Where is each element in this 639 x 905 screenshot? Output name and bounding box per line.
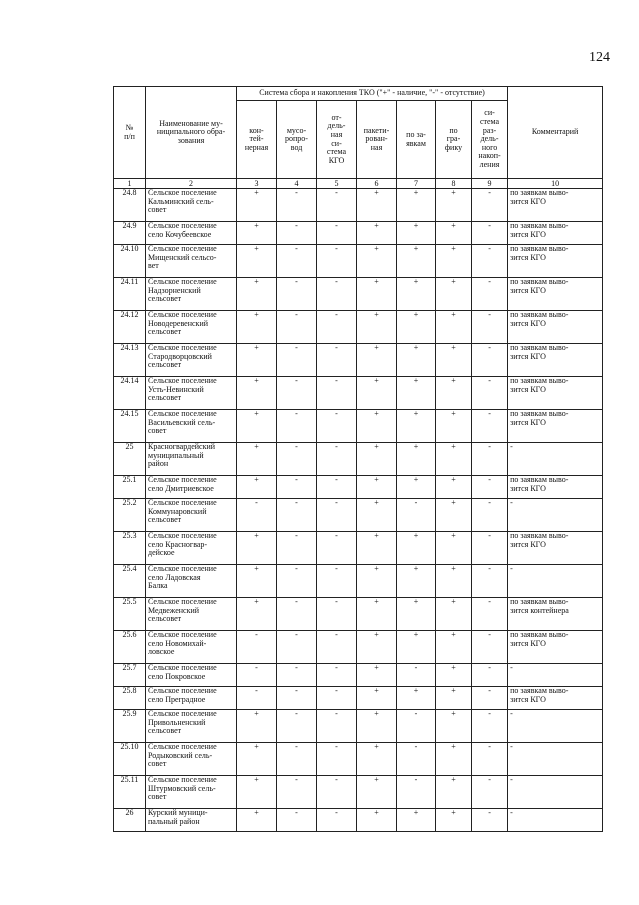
header-separate: си- стема раз- дель- ного накоп- ления	[472, 101, 508, 179]
presence-mark: -	[277, 245, 317, 278]
presence-mark: +	[397, 311, 436, 344]
presence-mark: -	[277, 222, 317, 245]
presence-mark: -	[397, 499, 436, 532]
presence-mark: +	[436, 743, 472, 776]
presence-mark: +	[436, 664, 472, 687]
municipality-name: Сельское поселение село Кочубеевское	[146, 222, 237, 245]
table-row	[114, 809, 603, 832]
presence-mark: +	[237, 809, 277, 832]
presence-mark: +	[397, 476, 436, 499]
row-number: 25	[114, 443, 146, 476]
row-number: 24.13	[114, 344, 146, 377]
presence-mark: -	[277, 687, 317, 710]
presence-mark: -	[472, 631, 508, 664]
presence-mark: -	[317, 710, 357, 743]
row-comment: по заявкам выво- зится КГО	[508, 344, 603, 377]
presence-mark: -	[397, 743, 436, 776]
row-number: 25.2	[114, 499, 146, 532]
table-row	[114, 344, 603, 377]
municipality-name: Сельское поселение Надзорненский сельсовет	[146, 278, 237, 311]
col-index: 4	[277, 179, 317, 189]
row-number: 25.7	[114, 664, 146, 687]
presence-mark: -	[237, 664, 277, 687]
presence-mark: +	[357, 664, 397, 687]
presence-mark: +	[357, 245, 397, 278]
presence-mark: +	[436, 687, 472, 710]
presence-mark: +	[436, 311, 472, 344]
header-comment: Комментарий	[508, 87, 603, 179]
presence-mark: -	[277, 377, 317, 410]
row-number: 25.9	[114, 710, 146, 743]
presence-mark: +	[397, 222, 436, 245]
presence-mark: +	[237, 565, 277, 598]
presence-mark: -	[472, 443, 508, 476]
municipality-name: Сельское поселение село Красногвар- дейское	[146, 532, 237, 565]
presence-mark: +	[397, 189, 436, 222]
column-index-row	[114, 179, 603, 189]
presence-mark: +	[237, 710, 277, 743]
municipality-name: Сельское поселение Мищенский сельсо- вет	[146, 245, 237, 278]
row-number: 25.4	[114, 565, 146, 598]
presence-mark: +	[357, 344, 397, 377]
presence-mark: +	[237, 311, 277, 344]
presence-mark: -	[472, 532, 508, 565]
col-index: 5	[317, 179, 357, 189]
presence-mark: -	[317, 245, 357, 278]
presence-mark: -	[317, 278, 357, 311]
municipality-name: Сельское поселение село Дмитриевское	[146, 476, 237, 499]
table-row	[114, 776, 603, 809]
presence-mark: +	[397, 598, 436, 631]
presence-mark: -	[472, 476, 508, 499]
presence-mark: -	[277, 664, 317, 687]
municipality-name: Курский муници- пальный район	[146, 809, 237, 832]
presence-mark: +	[237, 532, 277, 565]
presence-mark: +	[397, 245, 436, 278]
row-comment: -	[508, 710, 603, 743]
presence-mark: -	[472, 377, 508, 410]
row-comment: -	[508, 499, 603, 532]
presence-mark: +	[237, 476, 277, 499]
municipality-name: Сельское поселение Медвеженский сельсовет	[146, 598, 237, 631]
presence-mark: -	[472, 664, 508, 687]
col-index: 7	[397, 179, 436, 189]
presence-mark: +	[436, 476, 472, 499]
presence-mark: +	[436, 410, 472, 443]
row-comment: по заявкам выво- зится КГО	[508, 311, 603, 344]
presence-mark: +	[436, 776, 472, 809]
presence-mark: -	[397, 710, 436, 743]
presence-mark: +	[436, 278, 472, 311]
presence-mark: -	[277, 809, 317, 832]
presence-mark: -	[317, 189, 357, 222]
presence-mark: -	[277, 344, 317, 377]
presence-mark: +	[397, 687, 436, 710]
table-row	[114, 222, 603, 245]
presence-mark: -	[317, 598, 357, 631]
presence-mark: +	[357, 565, 397, 598]
presence-mark: +	[237, 344, 277, 377]
row-comment: -	[508, 809, 603, 832]
row-number: 25.5	[114, 598, 146, 631]
presence-mark: -	[472, 776, 508, 809]
row-comment: по заявкам выво- зится КГО	[508, 532, 603, 565]
presence-mark: +	[436, 532, 472, 565]
header-name: Наименование му- ниципального обра- зования	[146, 87, 237, 179]
presence-mark: +	[436, 377, 472, 410]
presence-mark: +	[357, 189, 397, 222]
presence-mark: +	[357, 278, 397, 311]
presence-mark: -	[237, 499, 277, 532]
presence-mark: -	[472, 743, 508, 776]
header-container: кон- тей- нерная	[237, 101, 277, 179]
header-num: № п/п	[114, 87, 146, 179]
row-number: 25.10	[114, 743, 146, 776]
presence-mark: +	[237, 410, 277, 443]
presence-mark: +	[237, 222, 277, 245]
presence-mark: +	[237, 743, 277, 776]
presence-mark: +	[436, 222, 472, 245]
header-group: Система сбора и накопления ТКО ("+" - наличие, "-" - отсутствие)	[237, 87, 508, 101]
row-number: 24.8	[114, 189, 146, 222]
table-row	[114, 687, 603, 710]
row-comment: по заявкам выво- зится контейнера	[508, 598, 603, 631]
presence-mark: +	[357, 311, 397, 344]
presence-mark: -	[277, 189, 317, 222]
presence-mark: -	[472, 565, 508, 598]
presence-mark: -	[277, 631, 317, 664]
municipality-name: Сельское поселение Стародворцовский сельсовет	[146, 344, 237, 377]
presence-mark: +	[397, 809, 436, 832]
table-row	[114, 377, 603, 410]
presence-mark: +	[397, 278, 436, 311]
presence-mark: -	[277, 710, 317, 743]
col-index: 6	[357, 179, 397, 189]
presence-mark: -	[277, 532, 317, 565]
page-number: 124	[589, 50, 610, 65]
table-row	[114, 189, 603, 222]
presence-mark: +	[357, 222, 397, 245]
presence-mark: -	[472, 598, 508, 631]
presence-mark: -	[277, 776, 317, 809]
row-comment: по заявкам выво- зится КГО	[508, 377, 603, 410]
municipality-name: Сельское поселение Родыковский сель- совет	[146, 743, 237, 776]
presence-mark: -	[472, 410, 508, 443]
presence-mark: +	[397, 410, 436, 443]
header-chute: мусо- ропро- вод	[277, 101, 317, 179]
table-row	[114, 532, 603, 565]
presence-mark: +	[237, 278, 277, 311]
presence-mark: -	[317, 476, 357, 499]
row-number: 25.3	[114, 532, 146, 565]
municipality-name: Сельское поселение Новодеревенский сельсовет	[146, 311, 237, 344]
presence-mark: -	[237, 687, 277, 710]
presence-mark: +	[357, 443, 397, 476]
row-comment: -	[508, 743, 603, 776]
row-number: 26	[114, 809, 146, 832]
row-number: 24.11	[114, 278, 146, 311]
presence-mark: -	[277, 278, 317, 311]
presence-mark: -	[317, 443, 357, 476]
presence-mark: +	[357, 499, 397, 532]
presence-mark: +	[237, 443, 277, 476]
row-comment: по заявкам выво- зится КГО	[508, 476, 603, 499]
presence-mark: -	[317, 776, 357, 809]
presence-mark: -	[317, 631, 357, 664]
presence-mark: -	[277, 443, 317, 476]
municipality-name: Красногвардейский муниципальный район	[146, 443, 237, 476]
presence-mark: +	[357, 532, 397, 565]
row-comment: -	[508, 664, 603, 687]
presence-mark: +	[357, 631, 397, 664]
col-index: 8	[436, 179, 472, 189]
presence-mark: +	[436, 565, 472, 598]
presence-mark: +	[357, 809, 397, 832]
presence-mark: -	[277, 565, 317, 598]
table-row	[114, 311, 603, 344]
presence-mark: -	[397, 776, 436, 809]
presence-mark: +	[397, 631, 436, 664]
row-comment: по заявкам выво- зится КГО	[508, 631, 603, 664]
presence-mark: -	[472, 809, 508, 832]
presence-mark: -	[472, 344, 508, 377]
row-comment: по заявкам выво- зится КГО	[508, 687, 603, 710]
row-comment: -	[508, 776, 603, 809]
header-scheduled: по гра- фику	[436, 101, 472, 179]
table-row	[114, 499, 603, 532]
municipality-name: Сельское поселение Штурмовский сель- совет	[146, 776, 237, 809]
presence-mark: +	[237, 245, 277, 278]
table-row	[114, 631, 603, 664]
presence-mark: -	[472, 189, 508, 222]
presence-mark: +	[237, 377, 277, 410]
col-index: 10	[508, 179, 603, 189]
presence-mark: -	[472, 222, 508, 245]
presence-mark: +	[357, 476, 397, 499]
presence-mark: +	[436, 809, 472, 832]
presence-mark: +	[436, 631, 472, 664]
presence-mark: -	[317, 311, 357, 344]
row-comment: по заявкам выво- зится КГО	[508, 189, 603, 222]
presence-mark: +	[397, 565, 436, 598]
presence-mark: -	[277, 598, 317, 631]
presence-mark: +	[436, 344, 472, 377]
table-row	[114, 664, 603, 687]
presence-mark: +	[397, 344, 436, 377]
header-bagged: пакети- рован- ная	[357, 101, 397, 179]
presence-mark: +	[237, 776, 277, 809]
presence-mark: +	[436, 245, 472, 278]
presence-mark: +	[357, 776, 397, 809]
row-comment: по заявкам выво- зится КГО	[508, 222, 603, 245]
presence-mark: -	[472, 278, 508, 311]
municipality-name: Сельское поселение Васильевский сель- совет	[146, 410, 237, 443]
presence-mark: -	[397, 664, 436, 687]
col-index: 9	[472, 179, 508, 189]
presence-mark: +	[397, 377, 436, 410]
presence-mark: +	[357, 377, 397, 410]
row-number: 25.1	[114, 476, 146, 499]
presence-mark: -	[277, 499, 317, 532]
presence-mark: -	[472, 687, 508, 710]
table-row	[114, 743, 603, 776]
row-number: 24.15	[114, 410, 146, 443]
presence-mark: +	[237, 598, 277, 631]
row-number: 24.10	[114, 245, 146, 278]
presence-mark: -	[277, 743, 317, 776]
presence-mark: -	[317, 344, 357, 377]
waste-collection-table	[113, 86, 603, 832]
presence-mark: -	[317, 410, 357, 443]
presence-mark: +	[436, 189, 472, 222]
municipality-name: Сельское поселение село Ладовская Балка	[146, 565, 237, 598]
table-row	[114, 410, 603, 443]
presence-mark: +	[397, 443, 436, 476]
presence-mark: -	[317, 743, 357, 776]
presence-mark: -	[472, 311, 508, 344]
presence-mark: -	[277, 410, 317, 443]
presence-mark: -	[472, 245, 508, 278]
municipality-name: Сельское поселение село Преградное	[146, 687, 237, 710]
presence-mark: -	[317, 565, 357, 598]
table-row	[114, 476, 603, 499]
row-comment: по заявкам выво- зится КГО	[508, 278, 603, 311]
table-row	[114, 710, 603, 743]
municipality-name: Сельское поселение Коммунаровский сельсовет	[146, 499, 237, 532]
row-number: 25.8	[114, 687, 146, 710]
row-number: 24.12	[114, 311, 146, 344]
municipality-name: Сельское поселение Привольненский сельсовет	[146, 710, 237, 743]
row-number: 24.14	[114, 377, 146, 410]
municipality-name: Сельское поселение Усть-Невинский сельсовет	[146, 377, 237, 410]
presence-mark: -	[472, 499, 508, 532]
row-number: 25.11	[114, 776, 146, 809]
row-comment: по заявкам выво- зится КГО	[508, 410, 603, 443]
row-number: 25.6	[114, 631, 146, 664]
table-row	[114, 443, 603, 476]
municipality-name: Сельское поселение село Новомихай- ловское	[146, 631, 237, 664]
presence-mark: -	[277, 476, 317, 499]
col-index: 2	[146, 179, 237, 189]
row-comment: по заявкам выво- зится КГО	[508, 245, 603, 278]
presence-mark: -	[317, 377, 357, 410]
presence-mark: +	[436, 499, 472, 532]
presence-mark: -	[317, 499, 357, 532]
table-row	[114, 565, 603, 598]
row-number: 24.9	[114, 222, 146, 245]
col-index: 3	[237, 179, 277, 189]
presence-mark: -	[317, 809, 357, 832]
table-row	[114, 245, 603, 278]
table-row	[114, 598, 603, 631]
presence-mark: +	[436, 710, 472, 743]
presence-mark: -	[317, 532, 357, 565]
header-on-request: по за- явкам	[397, 101, 436, 179]
presence-mark: +	[357, 410, 397, 443]
header-kgo-system: от- дель- ная си- стема КГО	[317, 101, 357, 179]
row-comment: -	[508, 443, 603, 476]
presence-mark: +	[436, 443, 472, 476]
presence-mark: -	[317, 222, 357, 245]
municipality-name: Сельское поселение село Покровское	[146, 664, 237, 687]
col-index: 1	[114, 179, 146, 189]
presence-mark: -	[237, 631, 277, 664]
presence-mark: +	[357, 687, 397, 710]
municipality-name: Сельское поселение Кальминский сель- совет	[146, 189, 237, 222]
presence-mark: -	[317, 687, 357, 710]
presence-mark: +	[436, 598, 472, 631]
presence-mark: +	[397, 532, 436, 565]
presence-mark: +	[357, 598, 397, 631]
presence-mark: +	[237, 189, 277, 222]
presence-mark: +	[357, 743, 397, 776]
presence-mark: -	[277, 311, 317, 344]
table-row	[114, 278, 603, 311]
row-comment: -	[508, 565, 603, 598]
presence-mark: -	[472, 710, 508, 743]
presence-mark: +	[357, 710, 397, 743]
presence-mark: -	[317, 664, 357, 687]
